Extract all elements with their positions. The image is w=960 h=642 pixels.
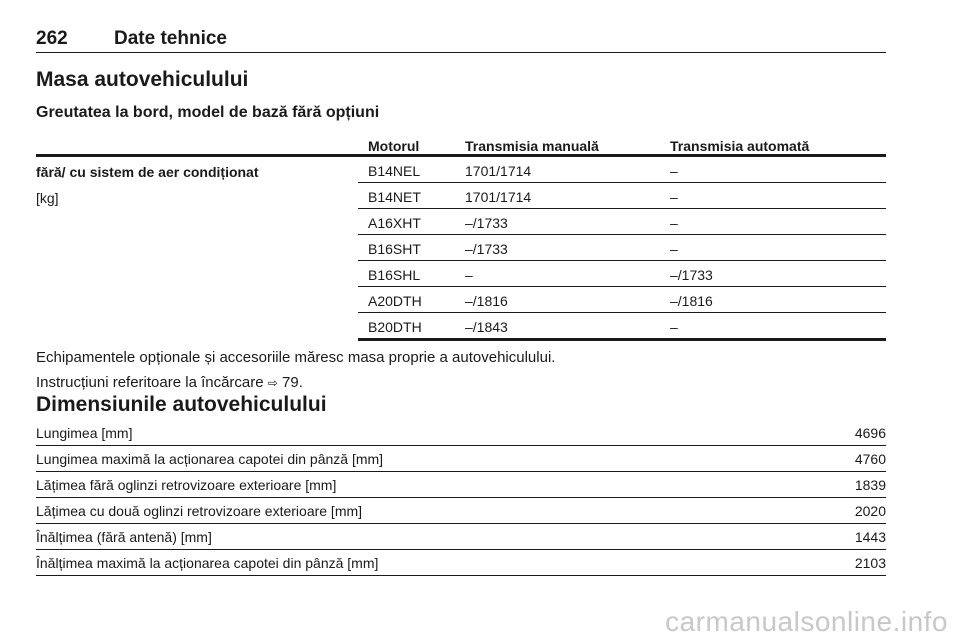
manual-cell: – (465, 267, 473, 283)
unit-label: [kg] (36, 190, 59, 206)
column-header-manual: Transmisia manuală (465, 138, 599, 154)
equipment-note: Echipamentele opționale și accesoriile măresc masa proprie a autovehiculului. (36, 349, 556, 366)
table-row (36, 472, 886, 498)
loading-note-text: Instrucțiuni referitoare la încărcare (36, 374, 264, 391)
weight-table-body (36, 157, 886, 341)
table-row (358, 157, 886, 183)
dimension-value: 4760 (854, 451, 886, 467)
table-row (358, 235, 886, 261)
table-row (358, 261, 886, 287)
dimension-label: Lungimea [mm] (36, 425, 133, 441)
watermark: carmanualsonline.info (665, 606, 948, 637)
dimension-value: 4696 (854, 425, 886, 441)
table-row (358, 287, 886, 313)
chapter-title: Date tehnice (114, 28, 227, 49)
table-row (358, 313, 886, 341)
dimension-label: Lățimea fără oglinzi retrovizoare exterioare [mm] (36, 477, 337, 493)
loading-note (36, 374, 303, 391)
dimension-label: Lățimea cu două oglinzi retrovizoare exterioare [mm] (36, 503, 363, 519)
automatic-cell: – (670, 241, 678, 257)
arrow-right-icon: ⇨ (267, 376, 278, 390)
dimension-value: 2103 (854, 555, 886, 571)
engine-cell: A16XHT (368, 215, 421, 231)
table-row (36, 498, 886, 524)
column-header-automatic: Transmisia automată (670, 138, 810, 154)
page-header (36, 28, 886, 53)
page-reference-link[interactable]: 79. (282, 374, 303, 391)
weight-table-header (36, 128, 886, 157)
section-title: Masa autovehiculului (36, 68, 249, 91)
dimension-value: 1839 (854, 477, 886, 493)
manual-cell: 1701/1714 (465, 189, 532, 205)
automatic-cell: –/1733 (670, 267, 713, 283)
table-row (358, 183, 886, 209)
engine-cell: A20DTH (368, 293, 422, 309)
dimension-value: 1443 (854, 529, 886, 545)
dimension-label: Înălțimea maximă la acționarea capotei din pânză [mm] (36, 555, 379, 571)
manual-cell: –/1733 (465, 215, 508, 231)
column-header-engine: Motorul (368, 138, 420, 154)
manual-cell: 1701/1714 (465, 163, 532, 179)
dimension-label: Înălțimea (fără antenă) [mm] (36, 529, 212, 545)
engine-cell: B16SHT (368, 241, 421, 257)
automatic-cell: – (670, 215, 678, 231)
subsection-title: Greutatea la bord, model de bază fără opțiuni (36, 104, 380, 121)
dimension-value: 2020 (854, 503, 886, 519)
automatic-cell: – (670, 319, 678, 335)
dimension-label: Lungimea maximă la acționarea capotei din pânză [mm] (36, 451, 384, 467)
engine-cell: B20DTH (368, 319, 422, 335)
manual-cell: –/1733 (465, 241, 508, 257)
table-row (36, 420, 886, 446)
table-row (36, 446, 886, 472)
engine-cell: B14NEL (368, 163, 421, 179)
engine-cell: B14NET (368, 189, 421, 205)
manual-cell: –/1816 (465, 293, 508, 309)
dimensions-table (36, 420, 886, 576)
page-number: 262 (36, 28, 68, 49)
manual-cell: –/1843 (465, 319, 508, 335)
weight-table (36, 128, 886, 341)
table-row (36, 524, 886, 550)
ac-label: fără/ cu sistem de aer condiționat (36, 164, 259, 180)
automatic-cell: – (670, 189, 678, 205)
engine-cell: B16SHL (368, 267, 421, 283)
dimensions-title: Dimensiunile autovehiculului (36, 393, 327, 416)
table-row (36, 550, 886, 576)
automatic-cell: –/1816 (670, 293, 713, 309)
automatic-cell: – (670, 163, 678, 179)
table-row (358, 209, 886, 235)
